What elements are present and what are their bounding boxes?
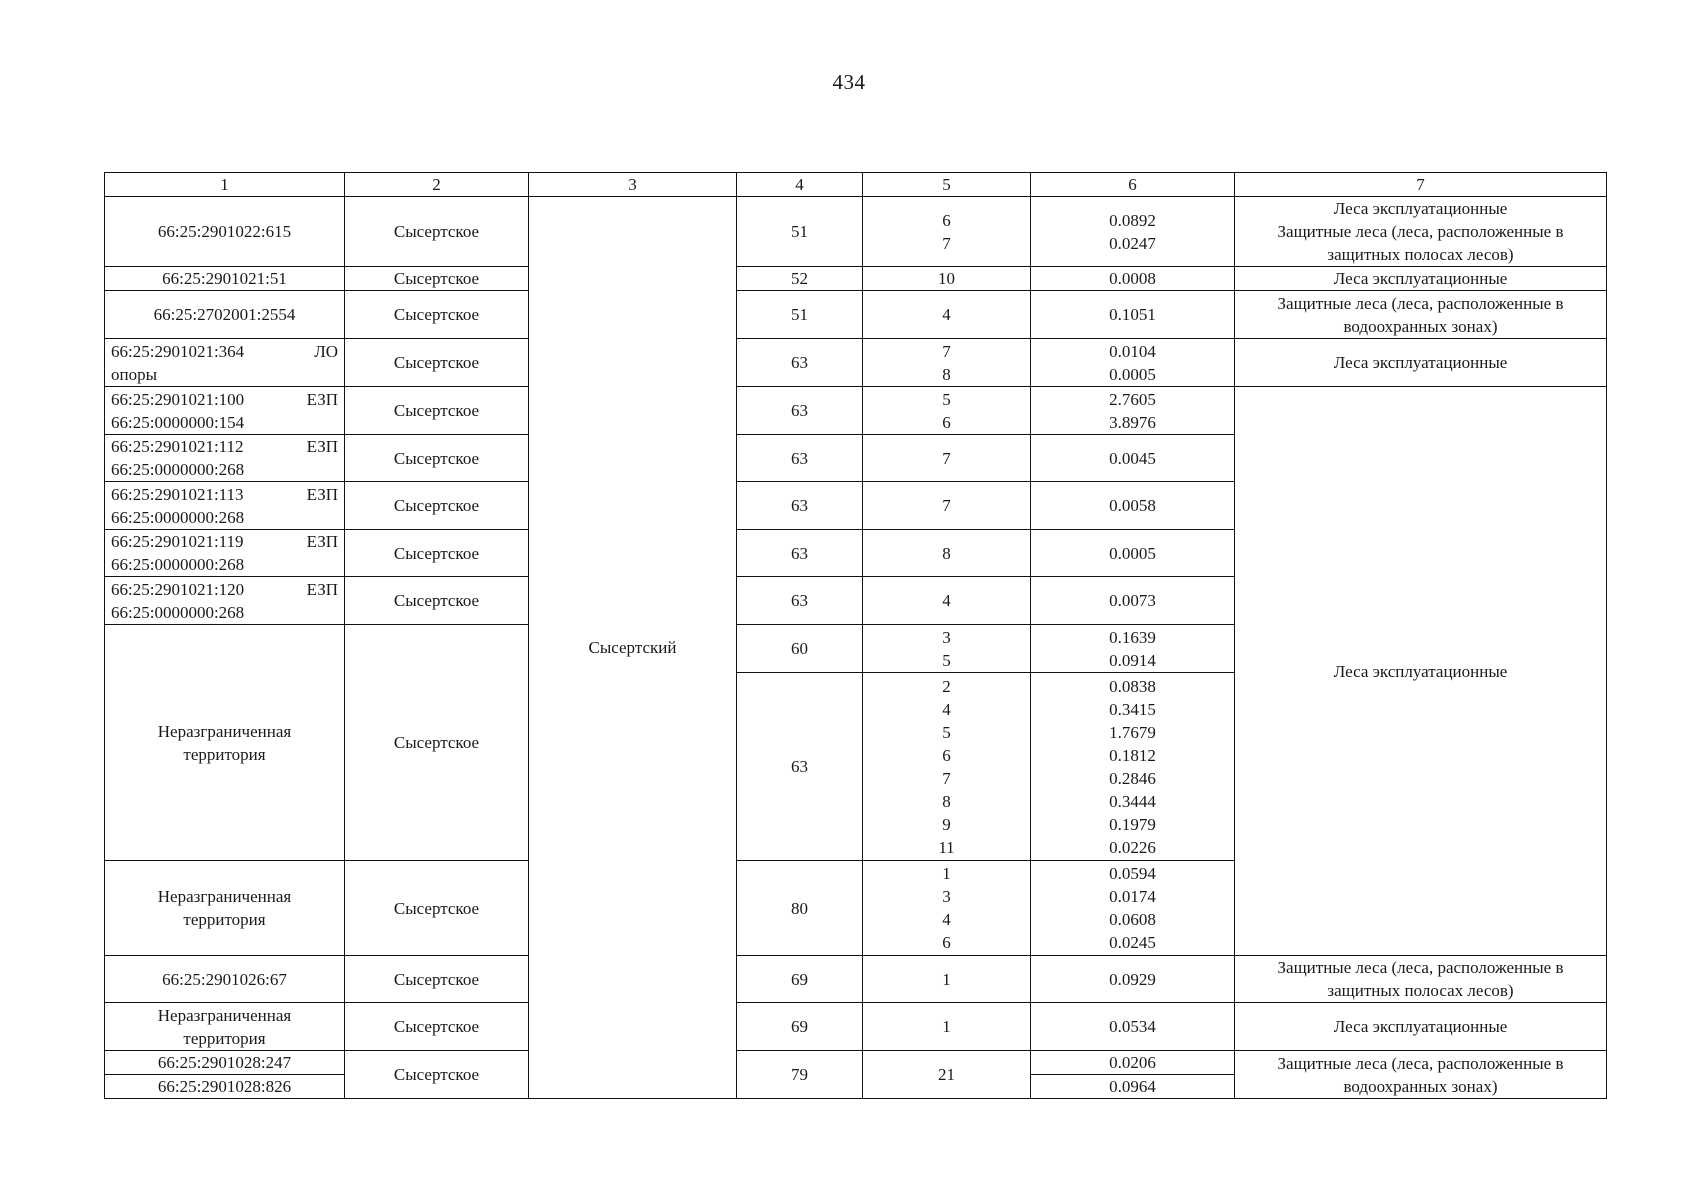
header-cell: 4: [737, 173, 863, 197]
kvartal-cell: 63: [737, 530, 863, 577]
object-type: ЕЗП: [306, 484, 338, 504]
header-cell: 1: [105, 173, 345, 197]
vydel-cell: 10: [863, 267, 1031, 291]
forest-category-cell: [1235, 197, 1607, 267]
cadastral-number-extra: 66:25:0000000:268: [111, 602, 245, 622]
vydel-cell: [863, 625, 1031, 673]
lesnichestvo-cell: Сысертское: [345, 435, 529, 482]
vydel-value: 2: [942, 676, 951, 696]
territory-label-line: территория: [183, 744, 266, 764]
area-value: 0.3444: [1109, 791, 1156, 811]
vydel-cell: 1: [863, 956, 1031, 1003]
header-cell: 2: [345, 173, 529, 197]
vydel-cell: [863, 673, 1031, 861]
vydel-value: 6: [942, 412, 951, 432]
cadastral-number: 66:25:2901021:112: [111, 437, 244, 456]
table-row: [105, 291, 1607, 339]
vydel-value: 11: [938, 837, 955, 857]
kvartal-cell: 63: [737, 673, 863, 861]
area-cell: [1031, 339, 1235, 387]
forest-category-line: Защитные леса (леса, расположенные в: [1277, 958, 1564, 977]
kvartal-cell: 63: [737, 577, 863, 625]
object-type: ЕЗП: [306, 579, 338, 599]
area-value: 0.0838: [1109, 676, 1156, 696]
area-value: 0.2846: [1109, 768, 1156, 788]
forest-category-cell-merged: Леса эксплуатационные: [1235, 387, 1607, 956]
vydel-cell: 1: [863, 1003, 1031, 1051]
table-row: [105, 1003, 1607, 1051]
cadastral-number-cell: 66:25:2901028:826: [105, 1075, 345, 1099]
territory-label-line: территория: [183, 1028, 266, 1048]
lesnichestvo-cell: Сысертское: [345, 267, 529, 291]
cadastral-number-cell: 66:25:2702001:2554: [105, 291, 345, 339]
area-cell: [1031, 197, 1235, 267]
area-cell: [1031, 387, 1235, 435]
kvartal-cell: 80: [737, 861, 863, 956]
object-type: ЕЗП: [306, 532, 338, 551]
area-value: 0.0104: [1109, 341, 1156, 361]
district-cell: Сысертский: [529, 197, 737, 1099]
lesnichestvo-cell: Сысертское: [345, 530, 529, 577]
territory-label-line: территория: [183, 910, 266, 929]
vydel-value: 3: [942, 887, 951, 906]
vydel-cell: 8: [863, 530, 1031, 577]
vydel-cell: [863, 861, 1031, 956]
vydel-value: 6: [942, 745, 951, 765]
cadastral-number-cell: [105, 435, 345, 482]
kvartal-cell: 79: [737, 1051, 863, 1099]
area-value: 0.0005: [1109, 364, 1156, 384]
area-cell: 0.0929: [1031, 956, 1235, 1003]
vydel-cell: [863, 387, 1031, 435]
cadastral-number-cell: [105, 387, 345, 435]
vydel-value: 8: [942, 364, 951, 384]
header-row: [105, 173, 1607, 197]
vydel-value: 5: [942, 650, 951, 670]
cadastral-number: 66:25:2901021:364: [111, 341, 245, 361]
vydel-value: 4: [942, 910, 951, 929]
vydel-cell: [863, 197, 1031, 267]
territory-label-line: Неразграниченная: [157, 1005, 292, 1025]
kvartal-cell: 69: [737, 956, 863, 1003]
lesnichestvo-cell: Сысертское: [345, 387, 529, 435]
cadastral-number-cell: 66:25:2901028:247: [105, 1051, 345, 1075]
kvartal-cell: 63: [737, 435, 863, 482]
cadastral-number-cell: [105, 1003, 345, 1051]
area-value: 2.7605: [1109, 389, 1156, 409]
cadastral-number-extra: 66:25:0000000:154: [111, 412, 245, 432]
kvartal-cell: 63: [737, 387, 863, 435]
object-type: ЛО: [314, 341, 338, 361]
kvartal-cell: 52: [737, 267, 863, 291]
area-value: 0.0914: [1109, 650, 1156, 670]
forest-category-cell: [1235, 956, 1607, 1003]
area-value: 0.0247: [1109, 233, 1156, 253]
cadastral-number: 66:25:2901021:113: [111, 484, 244, 504]
vydel-cell: 4: [863, 577, 1031, 625]
vydel-value: 9: [942, 814, 951, 834]
table-row: [105, 267, 1607, 291]
lesnichestvo-cell: Сысертское: [345, 956, 529, 1003]
cadastral-number-cell: 66:25:2901022:615: [105, 197, 345, 267]
area-value: 3.8976: [1109, 412, 1156, 432]
territory-label-line: Неразграниченная: [157, 721, 292, 741]
forest-category-line: водоохранных зонах): [1343, 316, 1498, 336]
area-cell: 0.0073: [1031, 577, 1235, 625]
area-cell: 0.0058: [1031, 482, 1235, 530]
forest-plots-table: [104, 172, 1607, 1099]
vydel-cell: 7: [863, 435, 1031, 482]
area-cell: 0.1051: [1031, 291, 1235, 339]
vydel-value: 7: [942, 341, 951, 361]
cadastral-number-cell: 66:25:2901026:67: [105, 956, 345, 1003]
area-value: 0.0608: [1109, 910, 1156, 929]
lesnichestvo-cell: Сысертское: [345, 1003, 529, 1051]
vydel-cell: 7: [863, 482, 1031, 530]
header-cell: 5: [863, 173, 1031, 197]
area-value: 0.1812: [1109, 745, 1156, 765]
area-value: 0.0594: [1109, 864, 1156, 883]
vydel-value: 5: [942, 389, 951, 409]
area-cell: 0.0964: [1031, 1075, 1235, 1099]
cadastral-number-cell: [105, 482, 345, 530]
forest-category-line: Защитные леса (леса, расположенные в: [1277, 1053, 1564, 1073]
area-cell: [1031, 673, 1235, 861]
lesnichestvo-cell: Сысертское: [345, 339, 529, 387]
vydel-value: 7: [942, 233, 951, 253]
vydel-value: 5: [942, 722, 951, 742]
page-number: 434: [832, 70, 866, 94]
forest-category-cell: Леса эксплуатационные: [1235, 267, 1607, 291]
table-row: [105, 197, 1607, 267]
kvartal-cell: 63: [737, 482, 863, 530]
forest-category-line: Защитные леса (леса, расположенные в: [1277, 293, 1564, 313]
header-cell: 6: [1031, 173, 1235, 197]
lesnichestvo-cell: Сысертское: [345, 197, 529, 267]
lesnichestvo-cell: Сысертское: [345, 482, 529, 530]
vydel-cell: [863, 339, 1031, 387]
area-value: 0.1979: [1109, 814, 1156, 834]
cadastral-number-extra: опоры: [111, 364, 158, 384]
area-cell: 0.0045: [1031, 435, 1235, 482]
area-cell: [1031, 625, 1235, 673]
vydel-value: 1: [942, 864, 951, 883]
lesnichestvo-cell: Сысертское: [345, 577, 529, 625]
forest-category-cell: Леса эксплуатационные: [1235, 339, 1607, 387]
cadastral-number: 66:25:2901021:100: [111, 389, 245, 409]
area-cell: 0.0005: [1031, 530, 1235, 577]
cadastral-number-extra: 66:25:0000000:268: [111, 507, 245, 527]
table-row: [105, 956, 1607, 1003]
cadastral-number-cell: [105, 625, 345, 861]
area-cell: [1031, 861, 1235, 956]
area-value: 0.0226: [1109, 837, 1156, 857]
vydel-value: 8: [942, 791, 951, 811]
area-cell: 0.0534: [1031, 1003, 1235, 1051]
forest-category-cell: [1235, 1051, 1607, 1099]
kvartal-cell: 51: [737, 197, 863, 267]
cadastral-number-extra: 66:25:0000000:268: [111, 460, 245, 479]
lesnichestvo-cell: Сысертское: [345, 291, 529, 339]
table-row: [105, 387, 1607, 435]
forest-category-line: водоохранных зонах): [1343, 1076, 1498, 1096]
area-value: 0.0174: [1109, 887, 1156, 906]
cadastral-number: 66:25:2901021:120: [111, 579, 245, 599]
kvartal-cell: 63: [737, 339, 863, 387]
cadastral-number-cell: [105, 861, 345, 956]
area-value: 0.3415: [1109, 699, 1156, 719]
area-value: 0.0892: [1109, 210, 1156, 230]
vydel-value: 6: [942, 933, 951, 952]
area-value: 1.7679: [1109, 722, 1156, 742]
vydel-cell: 4: [863, 291, 1031, 339]
forest-category-line: защитных полосах лесов): [1327, 981, 1514, 1000]
forest-category-line: Леса эксплуатационные: [1333, 199, 1508, 218]
object-type: ЕЗП: [306, 389, 338, 409]
vydel-value: 7: [942, 768, 951, 788]
vydel-value: 6: [942, 210, 951, 230]
header-cell: 3: [529, 173, 737, 197]
cadastral-number: 66:25:2901021:119: [111, 532, 244, 551]
cadastral-number-cell: 66:25:2901021:51: [105, 267, 345, 291]
object-type: ЕЗП: [306, 437, 338, 456]
area-cell: 0.0008: [1031, 267, 1235, 291]
kvartal-cell: 51: [737, 291, 863, 339]
kvartal-cell: 60: [737, 625, 863, 673]
cadastral-number-cell: [105, 339, 345, 387]
cadastral-number-cell: [105, 577, 345, 625]
vydel-cell: 21: [863, 1051, 1031, 1099]
forest-category-line: защитных полосах лесов): [1327, 245, 1514, 264]
area-value: 0.1639: [1109, 627, 1156, 647]
lesnichestvo-cell: Сысертское: [345, 861, 529, 956]
forest-category-cell: Леса эксплуатационные: [1235, 1003, 1607, 1051]
cadastral-number-cell: [105, 530, 345, 577]
territory-label-line: Неразграниченная: [157, 887, 292, 906]
vydel-value: 3: [942, 627, 951, 647]
area-cell: 0.0206: [1031, 1051, 1235, 1075]
vydel-value: 4: [942, 699, 951, 719]
lesnichestvo-cell: Сысертское: [345, 625, 529, 861]
cadastral-number-extra: 66:25:0000000:268: [111, 555, 245, 574]
forest-category-line: Защитные леса (леса, расположенные в: [1277, 222, 1564, 241]
area-value: 0.0245: [1109, 933, 1156, 952]
forest-category-cell: [1235, 291, 1607, 339]
header-cell: 7: [1235, 173, 1607, 197]
table-row: [105, 1051, 1607, 1075]
lesnichestvo-cell: Сысертское: [345, 1051, 529, 1099]
table-row: [105, 339, 1607, 387]
kvartal-cell: 69: [737, 1003, 863, 1051]
